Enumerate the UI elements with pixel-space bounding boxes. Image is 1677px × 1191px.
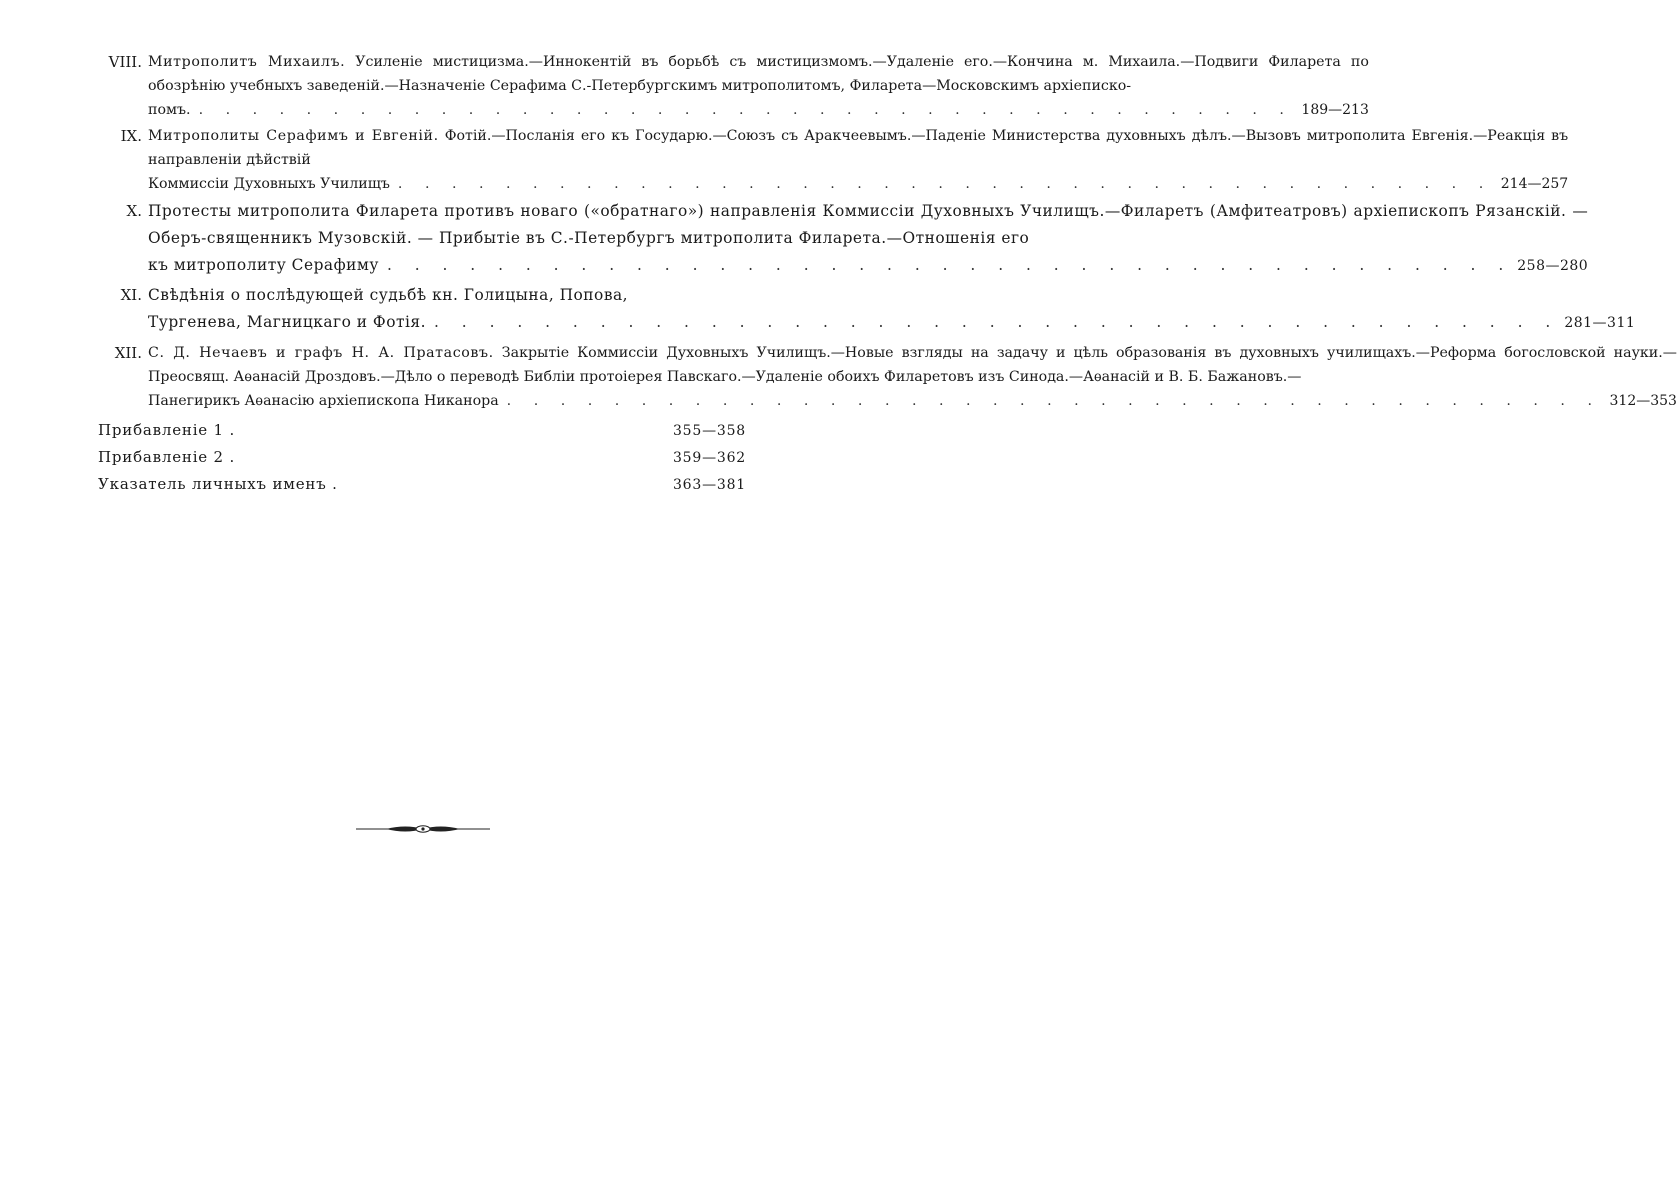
toc-entry-x	[98, 198, 1589, 280]
chapter-description: Протесты митрополита Филарета противъ новаго («обратнаго») направленія Коммиссіи Духовныхъ Училищъ.—Филаретъ (Амфитеатровъ) архіепископъ Рязанскій. — Оберъ-священникъ Музовскій. — Прибытіе въ С.-Петербургъ митрополита Филарета.—Отношенія его	[148, 202, 1589, 247]
toc-name-index	[98, 471, 746, 498]
page-range: 281—311	[1564, 315, 1636, 331]
toc-entry-ix	[98, 124, 1569, 196]
chapter-summary	[148, 198, 1588, 280]
chapter-description: Фотій.—Посланія его къ Государю.—Союзъ съ Аракчеевымъ.—Паденіе Министерства духовныхъ дѣлъ.—Вызовъ митрополита Евгенія.—Реакція въ направленіи дѣйствій	[148, 128, 1569, 168]
chapter-summary	[148, 50, 1369, 122]
chapter-number: X.	[126, 202, 142, 220]
dot-leader	[426, 309, 1559, 336]
dot-leader	[499, 389, 1601, 413]
chapter-last-text: Тургенева, Магницкаго и Фотія.	[148, 313, 426, 331]
appendix-label: Указатель личныхъ именъ .	[98, 475, 338, 493]
chapter-summary	[148, 341, 1677, 413]
toc-appendix-2	[98, 444, 746, 471]
dot-leader	[191, 98, 1293, 122]
chapter-last-line	[148, 309, 1635, 337]
page-range: 312—353	[1609, 393, 1677, 409]
toc-entry-xi	[98, 282, 1636, 337]
chapter-summary	[148, 124, 1568, 196]
chapter-description: Закрытіе Коммиссіи Духовныхъ Училищъ.—Новые взгляды на задачу и цѣль образованія въ духовныхъ училищахъ.—Реформа богословской науки.—Преосвящ. Аѳанасій Дроздовъ.—Дѣло о переводѣ Библіи протоіерея Павскаго.—Удаленіе обоихъ Филаретовъ изъ Синода.—Аѳанасій и В. Б. Бажановъ.—	[148, 345, 1677, 385]
appendix-label: Прибавленіе 1 .	[98, 421, 236, 439]
chapter-last-text: помъ.	[148, 102, 191, 118]
chapter-number: VIII.	[108, 53, 142, 71]
chapter-summary	[148, 282, 1635, 337]
page-range: 363—381	[672, 477, 746, 493]
chapter-last-text: Панегирикъ Аѳанасію архіепископа Никанора	[148, 393, 499, 409]
chapter-description: Усиленіе мистицизма.—Иннокентій въ борьбѣ съ мистицизмомъ.—Удаленіе его.—Кончина м. Михаила.—Подвиги Филарета по обозрѣнію учебныхъ заведеній.—Назначеніе Серафима С.-Петербургскимъ митрополитомъ, Филарета—Московскимъ архіеписко-	[148, 54, 1369, 94]
chapter-number: XI.	[120, 286, 142, 304]
chapter-last-text: Коммиссіи Духовныхъ Училищъ	[148, 176, 390, 192]
toc-entry-viii	[98, 50, 1369, 122]
page-range: 214—257	[1500, 176, 1569, 192]
end-ornament-icon	[356, 822, 490, 836]
chapter-number: XII.	[114, 344, 142, 362]
page-range: 258—280	[1517, 258, 1589, 274]
toc-appendix-1	[98, 417, 746, 444]
appendix-label: Прибавленіе 2 .	[98, 448, 236, 466]
table-of-contents	[98, 50, 1677, 498]
dot-leader	[390, 172, 1492, 196]
chapter-heading: Митрополиты Серафимъ и Евгеній.	[148, 128, 439, 144]
toc-entry-xii	[98, 341, 1677, 413]
chapter-heading: С. Д. Нечаевъ и графъ Н. А. Пратасовъ.	[148, 345, 494, 361]
chapter-description: Свѣдѣнія о послѣдующей судьбѣ кн. Голицына, Попова,	[148, 286, 629, 304]
chapter-number: IX.	[120, 127, 142, 145]
page-range: 189—213	[1301, 102, 1369, 118]
chapter-last-line	[148, 98, 1369, 122]
chapter-last-line	[148, 252, 1588, 280]
chapter-heading: Митрополитъ Михаилъ.	[148, 54, 346, 70]
chapter-last-line	[148, 389, 1677, 413]
page-range: 359—362	[672, 450, 746, 466]
page-range: 355—358	[672, 423, 746, 439]
dot-leader	[379, 252, 1512, 279]
chapter-last-line	[148, 172, 1568, 196]
chapter-last-text: къ митрополиту Серафиму	[148, 256, 379, 274]
